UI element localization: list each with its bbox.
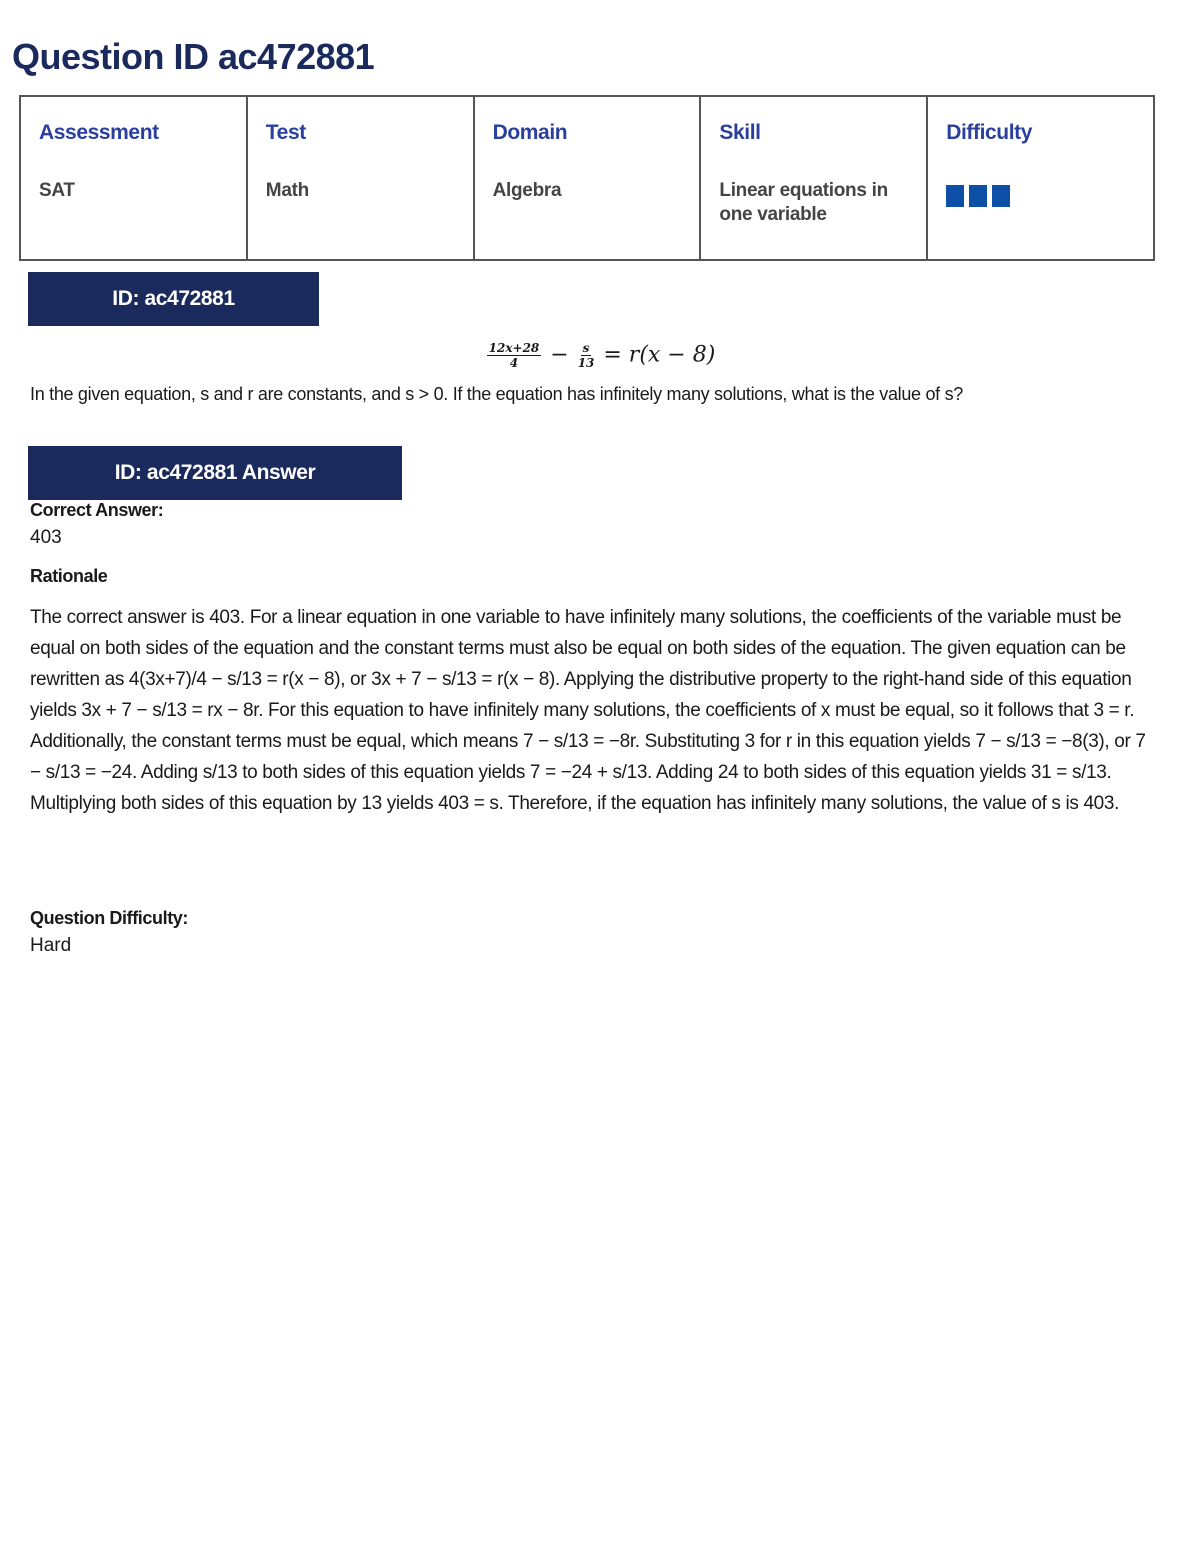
meta-header-assessment: Assessment [39,121,159,144]
difficulty-indicator [946,185,1135,207]
question-metadata-table [19,95,1155,261]
meta-value-test: Math [265,180,309,201]
meta-cell-assessment [20,96,247,260]
correct-answer-value: 403 [30,527,62,548]
fraction-1-numerator: 12x+28 [488,341,540,355]
meta-header-test: Test [265,121,306,144]
equation-fraction-1 [487,342,542,369]
rationale-text: The correct answer is 403. For a linear equation in one variable to have infinitely many solutions, the coefficients of the variable must be equal on both sides of the equation and the constant terms must also be equal on both sides of the equation. The given equation can be rewritten as 4(3x+7)/4 − s/13 = r(x − 8), or 3x + 7 − s/13 = r(x − 8). Applying the distributive property to the right-hand side of this equation yields 3x + 7 − s/13 = rx − 8r. For this equation to have infinitely many solutions, the coefficients of x must be equal, so it follows that 3 = r. Additionally, the constant terms must be equal, which means 7 − s/13 = −8r. Substituting 3 for r in this equation yields 7 − s/13 = −8(3), or 7 − s/13 = −24. Adding s/13 to both sides of this equation yields 7 = −24 + s/13. Adding 24 to both sides of this equation yields 31 = s/13. Multiplying both sides of this equation by 13 yields 403 = s. Therefore, if the equation has infinitely many solutions, the value of s is 403. [30,607,1146,814]
meta-cell-difficulty [927,96,1154,260]
meta-header-skill: Skill [719,121,761,144]
meta-value-skill: Linear equations in one variable [719,180,888,225]
meta-cell-domain [474,96,701,260]
equation-fraction-2 [578,342,595,369]
equation-minus: − [543,342,576,368]
correct-answer-label: Correct Answer: [30,500,164,520]
meta-value-assessment: SAT [39,180,75,201]
equation-rhs: = r(x − 8) [596,342,716,368]
question-equation [0,342,1200,369]
fraction-2-denominator: 13 [577,356,595,370]
meta-value-domain: Algebra [492,180,562,201]
meta-cell-test [247,96,474,260]
difficulty-square-3 [992,185,1010,207]
meta-cell-skill [700,96,927,260]
question-id-banner: ID: ac472881 [28,272,319,326]
meta-header-domain: Domain [492,121,568,144]
answer-id-banner: ID: ac472881 Answer [28,446,402,500]
question-difficulty-label: Question Difficulty: [30,908,188,928]
question-text: In the given equation, s and r are constants, and s > 0. If the equation has infinitely many solutions, what is the value of s? [30,384,963,404]
difficulty-square-2 [969,185,987,207]
fraction-1-denominator: 4 [509,356,519,370]
rationale-label: Rationale [30,566,108,586]
difficulty-square-1 [946,185,964,207]
fraction-2-numerator: s [582,341,590,355]
meta-header-difficulty: Difficulty [946,121,1033,144]
question-difficulty-value: Hard [30,935,72,956]
page-title: Question ID ac472881 [12,36,375,77]
